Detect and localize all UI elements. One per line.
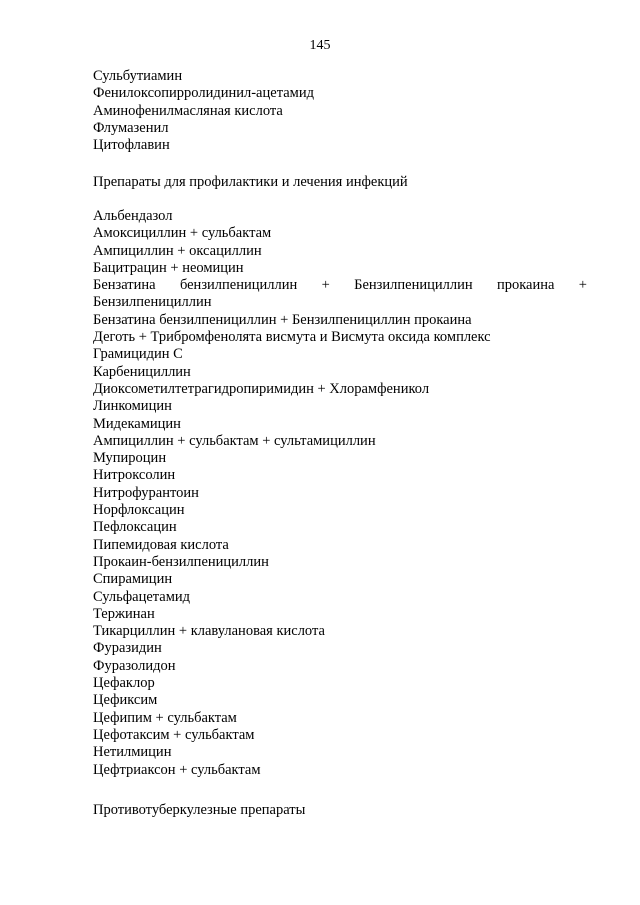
- list-item: Амоксициллин + сульбактам: [93, 225, 272, 242]
- list-item: Тикарциллин + клавулановая кислота: [93, 623, 325, 640]
- list-item: Цефиксим: [93, 692, 158, 709]
- list-item: Спирамицин: [93, 571, 173, 588]
- list-item: Альбендазол: [93, 208, 173, 224]
- list-item: Аминофенилмасляная кислота: [93, 102, 283, 119]
- list-item: Пипемидовая кислота: [93, 536, 229, 553]
- list-item-continuation: Бензилпенициллин: [93, 294, 212, 311]
- list-item: Деготь + Трибромфенолята висмута и Висмута оксида комплекс: [93, 329, 491, 346]
- list-item: Бацитрацин + неомицин: [93, 259, 244, 276]
- list-item: Нитрофурантоин: [93, 484, 199, 501]
- list-item: Тержинан: [93, 605, 155, 622]
- list-item: Ампициллин + сульбактам + сультамициллин: [93, 432, 376, 449]
- section-heading-infections: Препараты для профилактики и лечения инфекций: [93, 174, 408, 190]
- page-number: 145: [309, 38, 331, 53]
- list-item: Фуразидин: [93, 640, 162, 657]
- list-item: Цефаклор: [93, 675, 155, 692]
- word: бензилпенициллин: [179, 277, 298, 294]
- list-item: Флумазенил: [93, 119, 169, 136]
- word: +: [321, 277, 330, 294]
- list-item: Нетилмицин: [93, 744, 172, 761]
- list-item: Цефотаксим + сульбактам: [93, 726, 255, 743]
- list-item: Пефлоксацин: [93, 519, 177, 536]
- list-item: Прокаин-бензилпенициллин: [93, 553, 269, 570]
- list-item: Сульбутиамин: [93, 68, 183, 84]
- drug-list-top: [93, 68, 587, 154]
- list-item: Цефипим + сульбактам: [93, 709, 237, 726]
- word: Бензилпенициллин: [354, 277, 473, 294]
- list-item: Сульфацетамид: [93, 588, 191, 605]
- list-item: Цефтриаксон + сульбактам: [93, 761, 261, 778]
- list-item: Мупироцин: [93, 450, 167, 467]
- list-item: Фенилоксопирролидинил-ацетамид: [93, 85, 314, 102]
- drug-list-infections: [93, 208, 587, 779]
- list-item: Карбенициллин: [93, 363, 191, 380]
- list-item: Мидекамицин: [93, 415, 181, 432]
- list-item: Норфлоксацин: [93, 502, 185, 519]
- list-item: Цитофлавин: [93, 137, 170, 154]
- section-heading-tb: Противотуберкулезные препараты: [93, 802, 306, 818]
- list-item: Линкомицин: [93, 398, 172, 415]
- word: прокаина: [496, 277, 555, 294]
- list-item: Фуразолидон: [93, 657, 176, 674]
- word: +: [578, 277, 587, 294]
- list-item-justified: [93, 277, 587, 294]
- list-item: Грамицидин С: [93, 346, 183, 363]
- list-item: Диоксометилтетрагидропиримидин + Хлорамфеникол: [93, 380, 430, 397]
- word: Бензатина: [93, 277, 156, 294]
- list-item: Ампициллин + оксациллин: [93, 242, 262, 259]
- list-item: Нитроксолин: [93, 467, 176, 484]
- list-item: Бензатина бензилпенициллин + Бензилпенициллин прокаина: [93, 311, 472, 328]
